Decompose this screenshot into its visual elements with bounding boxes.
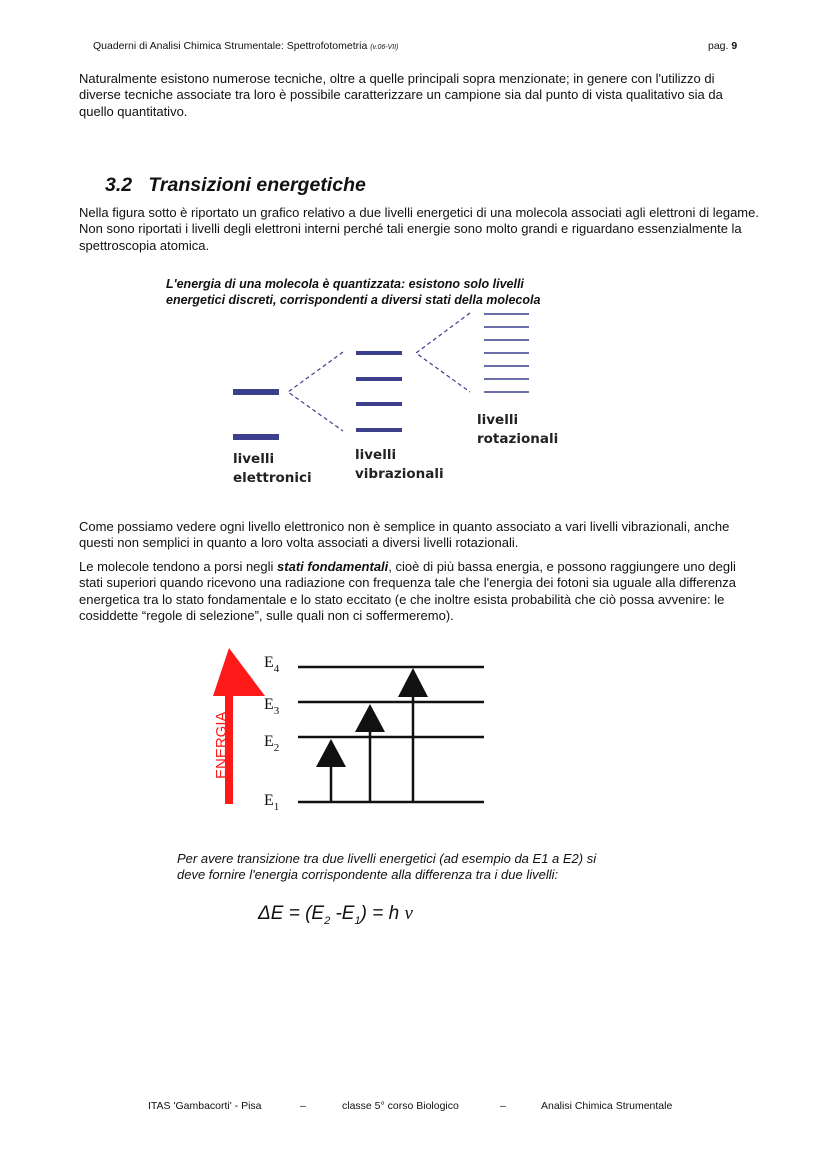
section-number: 3.2: [105, 174, 133, 196]
formula-nu: ν: [404, 903, 413, 924]
paragraph-levels: Come possiamo vedere ogni livello elettronico non è semplice in quanto associato a vari livelli vibrazionali, anche questi non semplici in quanto a loro volta associati a diversi livelli rotazionali.: [79, 519, 730, 551]
formula: [258, 903, 413, 927]
electronic-levels: [233, 389, 279, 440]
figure1-caption-line1: L'energia di una molecola è quantizzata: esistono solo livelli: [166, 277, 524, 291]
electronic-level: [233, 434, 279, 440]
label-vibrational-1: livelli: [355, 447, 397, 463]
transition-e1-e3: [355, 704, 385, 802]
figure1-caption-line2: energetici discreti, corrispondenti a diversi stati della molecola: [166, 293, 541, 307]
transition-e1-e4: [398, 668, 428, 802]
section-title: Transizioni energetiche: [148, 174, 366, 196]
header-title: Quaderni di Analisi Chimica Strumentale: Spettrofotometria: [93, 40, 368, 52]
paragraph-figure-intro: Nella figura sotto è riportato un grafico relativo a due livelli energetici di una molecola associati agli elettroni di legame. Non sono riportati i livelli degli elettroni interni perché tali energie sono molto grandi e riguardano essenzialmente la spettroscopia atomica.: [79, 205, 759, 253]
vibrational-levels: [356, 351, 402, 432]
figure-energy-levels: [166, 277, 558, 486]
level-label-e3: $E_3$: [264, 696, 280, 717]
energy-levels: [298, 667, 484, 802]
label-vibrational-2: vibrazionali: [355, 466, 444, 482]
footer-separator: –: [500, 1100, 506, 1112]
energy-axis-label: ENERGIA: [213, 711, 230, 779]
level-label-e2: $E_2$: [264, 733, 280, 754]
formula-part: ) = h: [360, 903, 405, 924]
level-label-e1: $E_1$: [264, 792, 280, 813]
footer-subject: Analisi Chimica Strumentale: [541, 1100, 673, 1112]
arrow-head: [213, 648, 265, 696]
vibrational-level: [356, 351, 402, 355]
formula-sub: 2: [324, 914, 331, 927]
electronic-level: [233, 389, 279, 395]
page-label: pag.: [708, 40, 729, 52]
level-label-e4: $E_4$: [264, 654, 280, 675]
formula-sub: 1: [354, 914, 361, 927]
formula-part: ΔE = (E: [258, 903, 325, 924]
text: Le molecole tendono a porsi negli: [79, 559, 278, 574]
transition-arrows: [316, 668, 428, 802]
figure2-caption: Per avere transizione tra due livelli energetici (ad esempio da E1 a E2) si deve fornire l'energia corrispondente alla differenza tra i due livelli:: [177, 851, 597, 883]
label-rotational-2: rotazionali: [477, 431, 559, 447]
label-rotational-1: livelli: [477, 412, 519, 428]
vibrational-level: [356, 428, 402, 432]
connector-electronic-vibrational: [288, 352, 343, 431]
label-electronic-1: livelli: [233, 451, 275, 467]
emphasis: stati fondamentali: [277, 559, 389, 574]
text: , cioè di più bassa energia, e possono raggiungere uno degli stati superiori quando ricevono una radiazione con frequenza tale che l'energia dei fotoni sia uguale alla differenza energetica tra lo stato fondamentale e lo stato eccitato (e che inoltre esista probabilità che ciò possa avvenire: le cosiddette “regole di selezione”, sulle quali non ci soffermeremo).: [79, 559, 737, 623]
connector-vibrational-rotational: [416, 313, 470, 392]
footer-school: ITAS 'Gambacorti' - Pisa: [148, 1100, 262, 1112]
rotational-levels: [484, 314, 529, 392]
vibrational-level: [356, 377, 402, 381]
page-number-value: 9: [731, 40, 738, 52]
vibrational-level: [356, 402, 402, 406]
dashed-connectors: [288, 313, 470, 431]
formula-part: -E: [330, 903, 355, 924]
transition-e1-e2: [316, 739, 346, 802]
footer-class: classe 5° corso Biologico: [342, 1100, 459, 1112]
header-version: (v.06-VII): [370, 44, 399, 51]
footer-separator: –: [300, 1100, 306, 1112]
paragraph-intro: Naturalmente esistono numerose tecniche, oltre a quelle principali sopra menzionate; in genere con l'utilizzo di diverse tecniche associate tra loro è possibile caratterizzare un campione sia dal punto di vista qualitativo sia da quello quantitativo.: [79, 71, 723, 119]
label-electronic-2: elettronici: [233, 470, 312, 486]
figure-transitions: [213, 648, 484, 813]
